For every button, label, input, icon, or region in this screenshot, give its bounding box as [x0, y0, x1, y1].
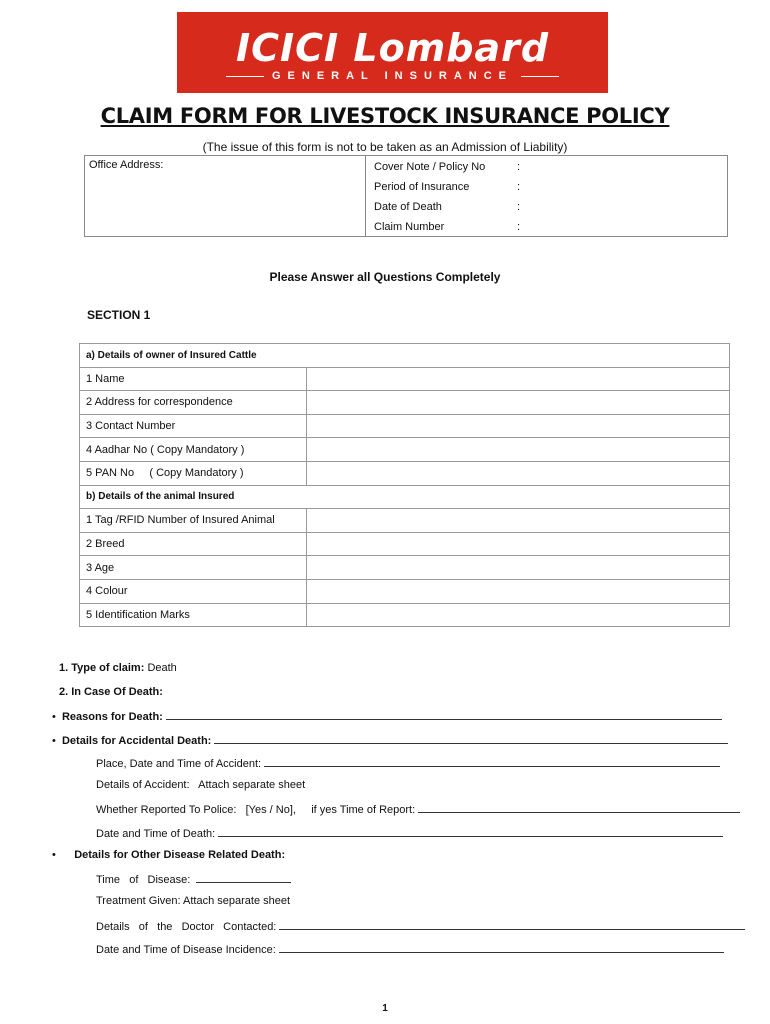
owner-contact-field[interactable]: [307, 414, 730, 438]
table-row: [80, 438, 730, 462]
accidental-row: [52, 733, 728, 747]
disease-time-label: Time of Disease:: [96, 874, 191, 886]
owner-name-field[interactable]: [307, 367, 730, 391]
treatment-label: Treatment Given: Attach separate sheet: [96, 895, 291, 907]
logo-tagline: GENERAL INSURANCE: [177, 70, 608, 82]
logo-brand: ICICI Lombard: [235, 26, 550, 70]
claim-type-row: [59, 662, 177, 674]
period-label: Period of Insurance: [374, 181, 470, 193]
reasons-row: [52, 709, 722, 723]
doctor-label: Details of the Doctor Contacted:: [96, 921, 277, 933]
place-label: Place, Date and Time of Accident:: [96, 758, 262, 770]
accidental-input-line[interactable]: [214, 733, 728, 744]
owner-name-label: 1 Name: [80, 367, 307, 391]
claim-number-label: Claim Number: [374, 221, 445, 233]
reasons-label: Reasons for Death:: [61, 711, 163, 723]
in-case-of-death-label: 2. In Case Of Death:: [59, 686, 163, 698]
table-row: [80, 414, 730, 438]
box-divider: [365, 156, 366, 236]
claim-type-value: Death: [147, 662, 177, 674]
policy-no-colon: :: [517, 161, 521, 173]
disease-time-row: [96, 872, 291, 886]
reasons-input-line[interactable]: [166, 709, 722, 720]
office-address-label: Office Address:: [89, 159, 164, 171]
accident-details-row: [96, 779, 305, 791]
incidence-row: [96, 942, 724, 956]
instruction-text: Please Answer all Questions Completely: [269, 270, 501, 284]
table-row: [80, 509, 730, 533]
doctor-row: [96, 919, 745, 933]
animal-age-label: 3 Age: [80, 556, 307, 580]
table-row: [80, 391, 730, 415]
police-row: [96, 802, 740, 816]
accident-details-label: Details of Accident:: [96, 779, 190, 791]
police-label: Whether Reported To Police:: [96, 804, 237, 816]
policy-no-label: Cover Note / Policy No: [374, 161, 486, 173]
incidence-label: Date and Time of Disease Incidence:: [96, 944, 276, 956]
company-logo: [177, 12, 608, 93]
animal-tag-label: 1 Tag /RFID Number of Insured Animal: [80, 509, 307, 533]
incidence-input-line[interactable]: [279, 942, 724, 953]
animal-marks-label: 5 Identification Marks: [80, 603, 307, 627]
table-row: [80, 532, 730, 556]
animal-breed-field[interactable]: [307, 532, 730, 556]
police-options[interactable]: [Yes / No],: [245, 804, 296, 816]
owner-aadhar-field[interactable]: [307, 438, 730, 462]
animal-colour-field[interactable]: [307, 579, 730, 603]
bullet: •: [52, 849, 56, 861]
page-number: 1: [382, 1003, 388, 1014]
section-title: SECTION 1: [87, 308, 151, 322]
place-input-line[interactable]: [264, 756, 720, 767]
death-datetime-row: [96, 826, 723, 840]
table-row: [80, 603, 730, 627]
owner-pan-label: 5 PAN No ( Copy Mandatory ): [80, 461, 307, 485]
owner-heading: a) Details of owner of Insured Cattle: [80, 344, 730, 368]
table-row: [80, 367, 730, 391]
owner-address-label: 2 Address for correspondence: [80, 391, 307, 415]
report-time-input-line[interactable]: [418, 802, 740, 813]
bullet: •: [52, 711, 56, 723]
owner-pan-field[interactable]: [307, 461, 730, 485]
table-row: [80, 461, 730, 485]
animal-age-field[interactable]: [307, 556, 730, 580]
death-datetime-input-line[interactable]: [218, 826, 723, 837]
owner-aadhar-label: 4 Aadhar No ( Copy Mandatory ): [80, 438, 307, 462]
animal-colour-label: 4 Colour: [80, 579, 307, 603]
animal-breed-label: 2 Breed: [80, 532, 307, 556]
owner-contact-label: 3 Contact Number: [80, 414, 307, 438]
report-time-label: if yes Time of Report:: [311, 804, 416, 816]
accidental-label: Details for Accidental Death:: [61, 735, 212, 747]
period-colon: :: [517, 181, 521, 193]
date-of-death-label: Date of Death: [374, 201, 442, 213]
place-row: [96, 756, 720, 770]
table-row: [80, 556, 730, 580]
office-policy-box: [84, 155, 728, 237]
animal-marks-field[interactable]: [307, 603, 730, 627]
form-subtitle: (The issue of this form is not to be taken as an Admission of Liability): [202, 140, 568, 154]
animal-tag-field[interactable]: [307, 509, 730, 533]
date-of-death-colon: :: [517, 201, 521, 213]
form-title: CLAIM FORM FOR LIVESTOCK INSURANCE POLICY: [100, 104, 670, 128]
disease-row: [52, 849, 285, 861]
disease-time-input-line[interactable]: [196, 872, 291, 883]
bullet: •: [52, 735, 56, 747]
doctor-input-line[interactable]: [279, 919, 745, 930]
claim-type-label: 1. Type of claim:: [59, 662, 145, 674]
claim-number-colon: :: [517, 221, 521, 233]
animal-heading: b) Details of the animal Insured: [80, 485, 730, 509]
owner-address-field[interactable]: [307, 391, 730, 415]
accident-details-value: Attach separate sheet: [198, 779, 306, 791]
death-datetime-label: Date and Time of Death:: [96, 828, 216, 840]
disease-label: Details for Other Disease Related Death:: [74, 849, 286, 861]
table-row: [80, 579, 730, 603]
details-table: [79, 343, 730, 627]
